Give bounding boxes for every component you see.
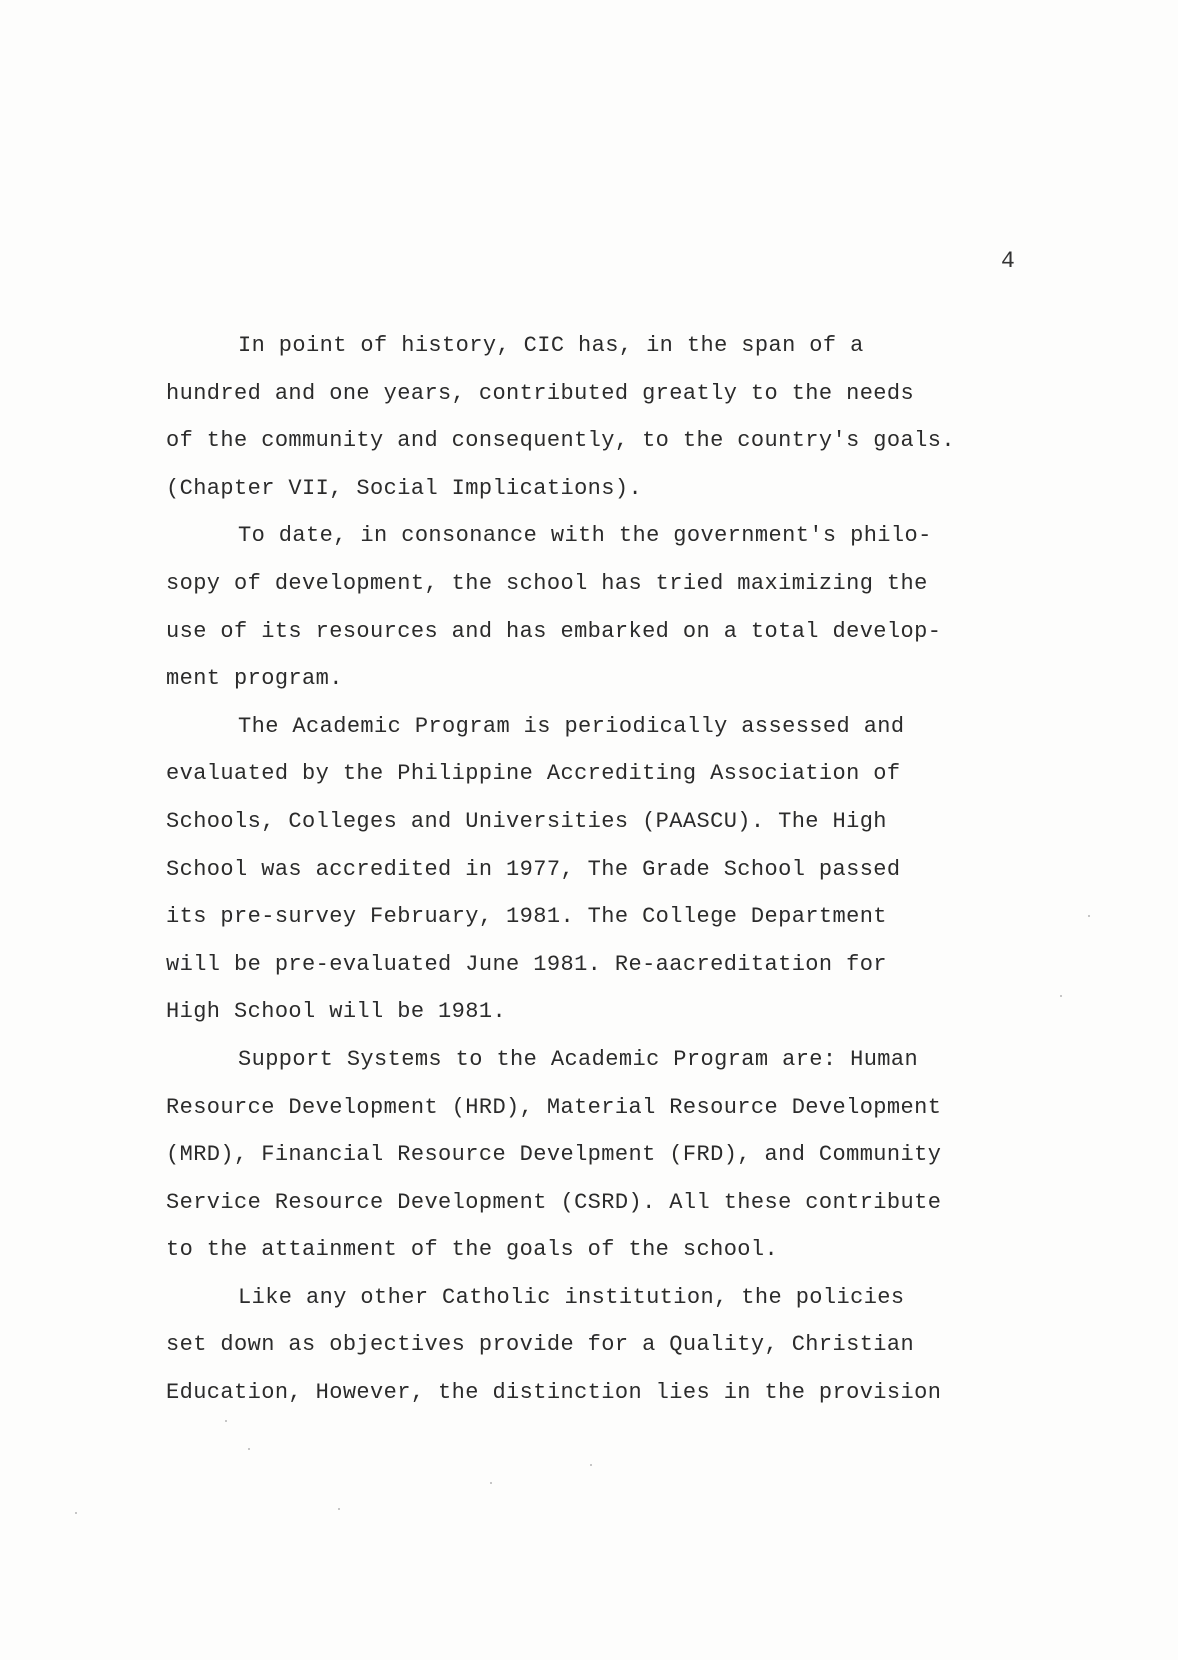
scan-speck (590, 1464, 592, 1466)
text-line: The Academic Program is periodically assessed and (238, 713, 905, 739)
paragraph-catholic-institution (166, 1274, 1046, 1417)
body-text (166, 322, 1046, 1417)
scan-speck (1088, 915, 1090, 917)
page-number: 4 (1001, 248, 1015, 274)
text-line: School was accredited in 1977, The Grade School passed (166, 856, 901, 882)
text-line: use of its resources and has embarked on a total develop- (166, 618, 942, 644)
scan-speck (1060, 995, 1062, 997)
text-line: sopy of development, the school has tried maximizing the (166, 570, 928, 596)
text-line: Service Resource Development (CSRD). All these contribute (166, 1189, 942, 1215)
scan-speck (490, 1482, 492, 1484)
text-line: evaluated by the Philippine Accrediting Association of (166, 761, 901, 787)
paragraph-development (166, 512, 1046, 702)
text-line: set down as objectives provide for a Quality, Christian (166, 1332, 915, 1358)
text-line: will be pre-evaluated June 1981. Re-aacreditation for (166, 951, 887, 977)
paragraph-history (166, 322, 1046, 512)
scan-speck (75, 1512, 77, 1514)
text-line: High School will be 1981. (166, 999, 507, 1025)
paragraph-academic-program (166, 703, 1046, 1036)
scan-speck (248, 1448, 250, 1450)
text-line: (Chapter VII, Social Implications). (166, 475, 643, 501)
paragraph-support-systems (166, 1036, 1046, 1274)
text-line: its pre-survey February, 1981. The College Department (166, 904, 887, 930)
text-line: To date, in consonance with the government's philo- (238, 523, 932, 549)
scan-speck (338, 1508, 340, 1510)
text-line: Support Systems to the Academic Program are: Human (238, 1046, 919, 1072)
text-line: of the community and consequently, to the country's goals. (166, 428, 955, 454)
text-line: Schools, Colleges and Universities (PAASCU). The High (166, 808, 887, 834)
text-line: In point of history, CIC has, in the span of a (238, 333, 864, 358)
text-line: to the attainment of the goals of the school. (166, 1237, 779, 1263)
text-line: Resource Development (HRD), Material Resource Development (166, 1094, 942, 1120)
text-line: Like any other Catholic institution, the policies (238, 1284, 905, 1310)
text-line: hundred and one years, contributed greatly to the needs (166, 380, 915, 406)
text-line: Education, However, the distinction lies in the provision (166, 1380, 942, 1406)
text-line: (MRD), Financial Resource Develpment (FRD), and Community (166, 1142, 942, 1168)
scan-speck (225, 1420, 227, 1422)
text-line: ment program. (166, 666, 343, 692)
